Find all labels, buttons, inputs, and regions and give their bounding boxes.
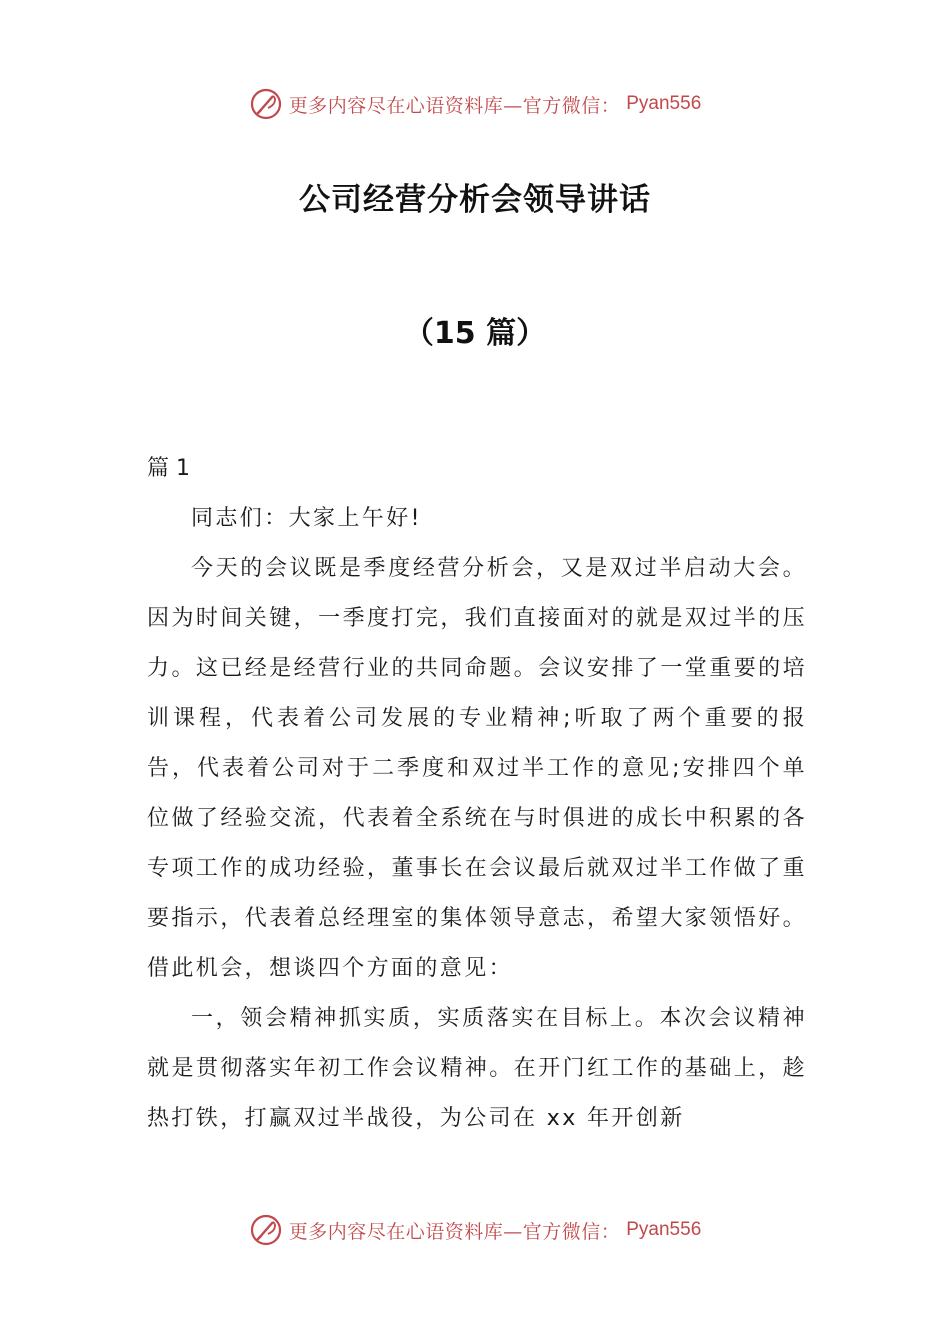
document-body <box>147 444 807 1144</box>
header-watermark <box>0 82 950 126</box>
watermark-text: 更多内容尽在心语资料库—官方微信： <box>288 94 621 117</box>
quill-logo-icon <box>249 1213 283 1247</box>
paragraph-greeting: 同志们：大家上午好! <box>191 506 422 531</box>
watermark-handle: Pyan556 <box>626 93 702 114</box>
document-subtitle: （15 篇） <box>403 316 547 351</box>
paragraph-intro: 今天的会议既是季度经营分析会，又是双过半启动大会。因为时间关键，一季度打完，我们直接面对的就是双过半的压力。这已经是经营行业的共同命题。会议安排了一堂重要的培训课程，代表着公司发展的专业精神;听取了两个重要的报告，代表着公司对于二季度和双过半工作的意见;安排四个单位做了经验交流，代表着全系统在与时俱进的成长中积累的各专项工作的成功经验，董事长在会议最后就双过半工作做了重要指示，代表着总经理室的集体领导意志，希望大家领悟好。借此机会，想谈四个方面的意见： <box>147 556 807 981</box>
document-title: 公司经营分析会领导讲话 <box>299 182 651 218</box>
section-heading: 篇 1 <box>147 456 190 481</box>
paragraph-point-one: 一，领会精神抓实质，实质落实在目标上。本次会议精神就是贯彻落实年初工作会议精神。在开门红工作的基础上，趁热打铁，打赢双过半战役，为公司在 xx 年开创新 <box>147 1006 807 1131</box>
quill-logo-icon <box>249 87 283 121</box>
watermark-handle: Pyan556 <box>626 1219 702 1240</box>
footer-watermark <box>0 1208 950 1252</box>
watermark-text: 更多内容尽在心语资料库—官方微信： <box>288 1220 621 1243</box>
